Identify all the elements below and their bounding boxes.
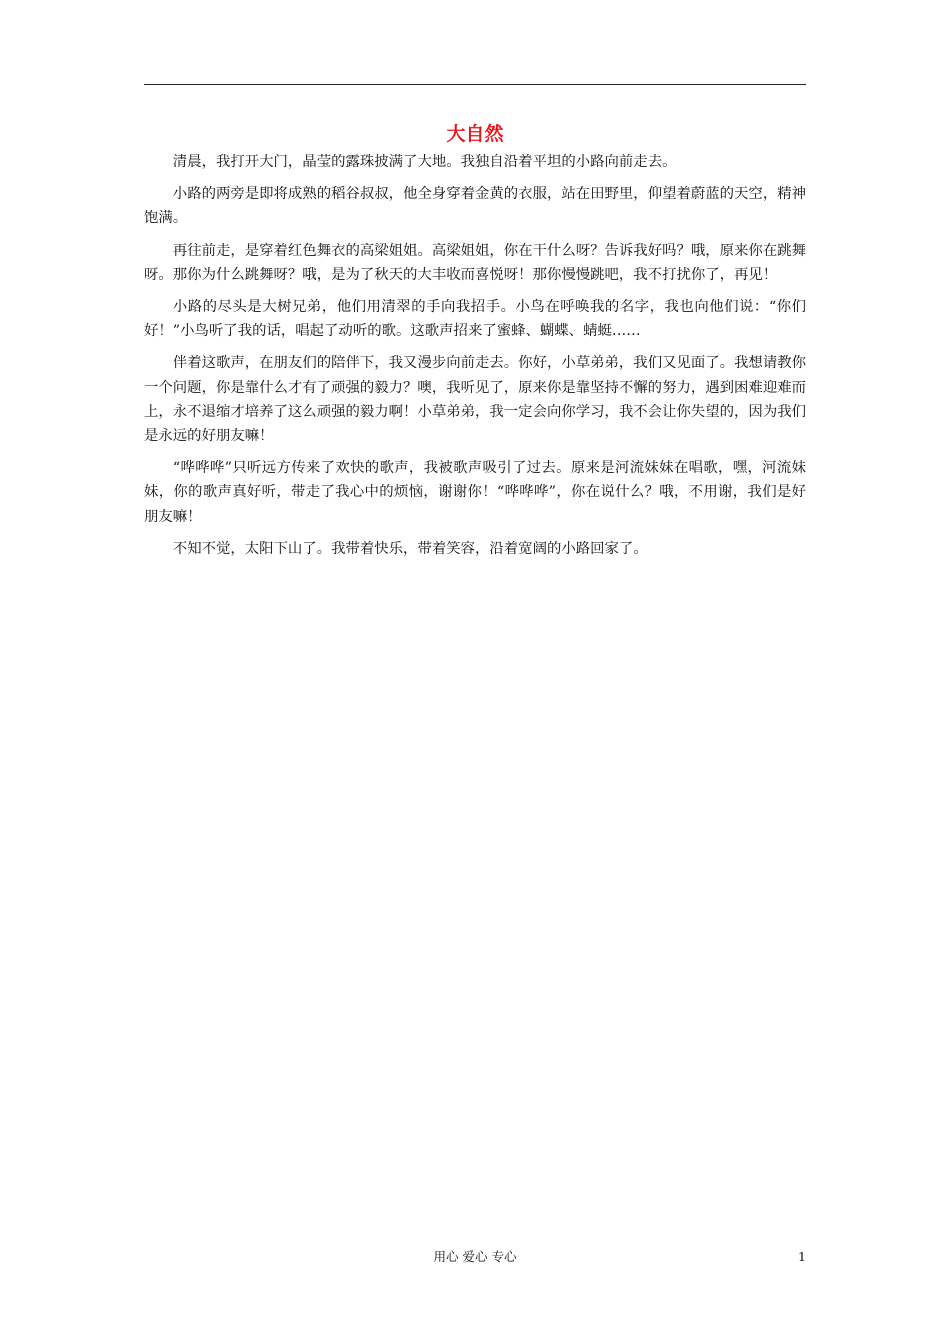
paragraph-7: 不知不觉，太阳下山了。我带着快乐，带着笑容，沿着宽阔的小路回家了。 [172, 540, 648, 557]
paragraph-4: 小路的尽头是大树兄弟，他们用清翠的手向我招手。小鸟在呼唤我的名字，我也向他们说：“你们好！”小鸟听了我的话，唱起了动听的歌。这歌声招来了蜜蜂、蝴蝶、蜻蜓…… [144, 299, 806, 340]
document-title: 大自然 [446, 123, 504, 145]
page-number: 1 [798, 1249, 806, 1264]
paragraph-1: 清晨，我打开大门，晶莹的露珠披满了大地。我独自沿着平坦的小路向前走去。 [172, 154, 677, 170]
paragraph-3: 再往前走，是穿着红色舞衣的高梁姐姐。高梁姐姐，你在干什么呀？告诉我好吗？哦，原来你在跳舞呀。那你为什么跳舞呀？哦，是为了秋天的大丰收而喜悦呀！那你慢慢跳吧，我不打扰你了，再见！ [144, 242, 806, 283]
paragraph-6: “哗哗哗”只听远方传来了欢快的歌声，我被歌声吸引了过去。原来是河流妹妹在唱歌，嘿，河流妹妹，你的歌声真好听，带走了我心中的烦恼，谢谢你！“哗哗哗”，你在说什么？哦，不用谢，我们是好朋友嘛！ [144, 460, 806, 525]
footer-text: 用心 爱心 专心 [433, 1249, 517, 1264]
paragraph-5: 伴着这歌声，在朋友们的陪伴下，我又漫步向前走去。你好，小草弟弟，我们又见面了。我想请教你一个问题，你是靠什么才有了顽强的毅力？噢，我听见了，原来你是靠坚持不懈的努力，遇到困难迎难而上，永不退缩才培养了这么顽强的毅力啊！小草弟弟，我一定会向你学习，我不会让你失望的，因为我们是永远的好朋友嘛！ [144, 355, 806, 445]
document-body [144, 150, 806, 569]
header-rule [144, 84, 806, 85]
paragraph-2: 小路的两旁是即将成熟的稻谷叔叔，他全身穿着金黄的衣服，站在田野里，仰望着蔚蓝的天空，精神饱满。 [144, 186, 806, 227]
